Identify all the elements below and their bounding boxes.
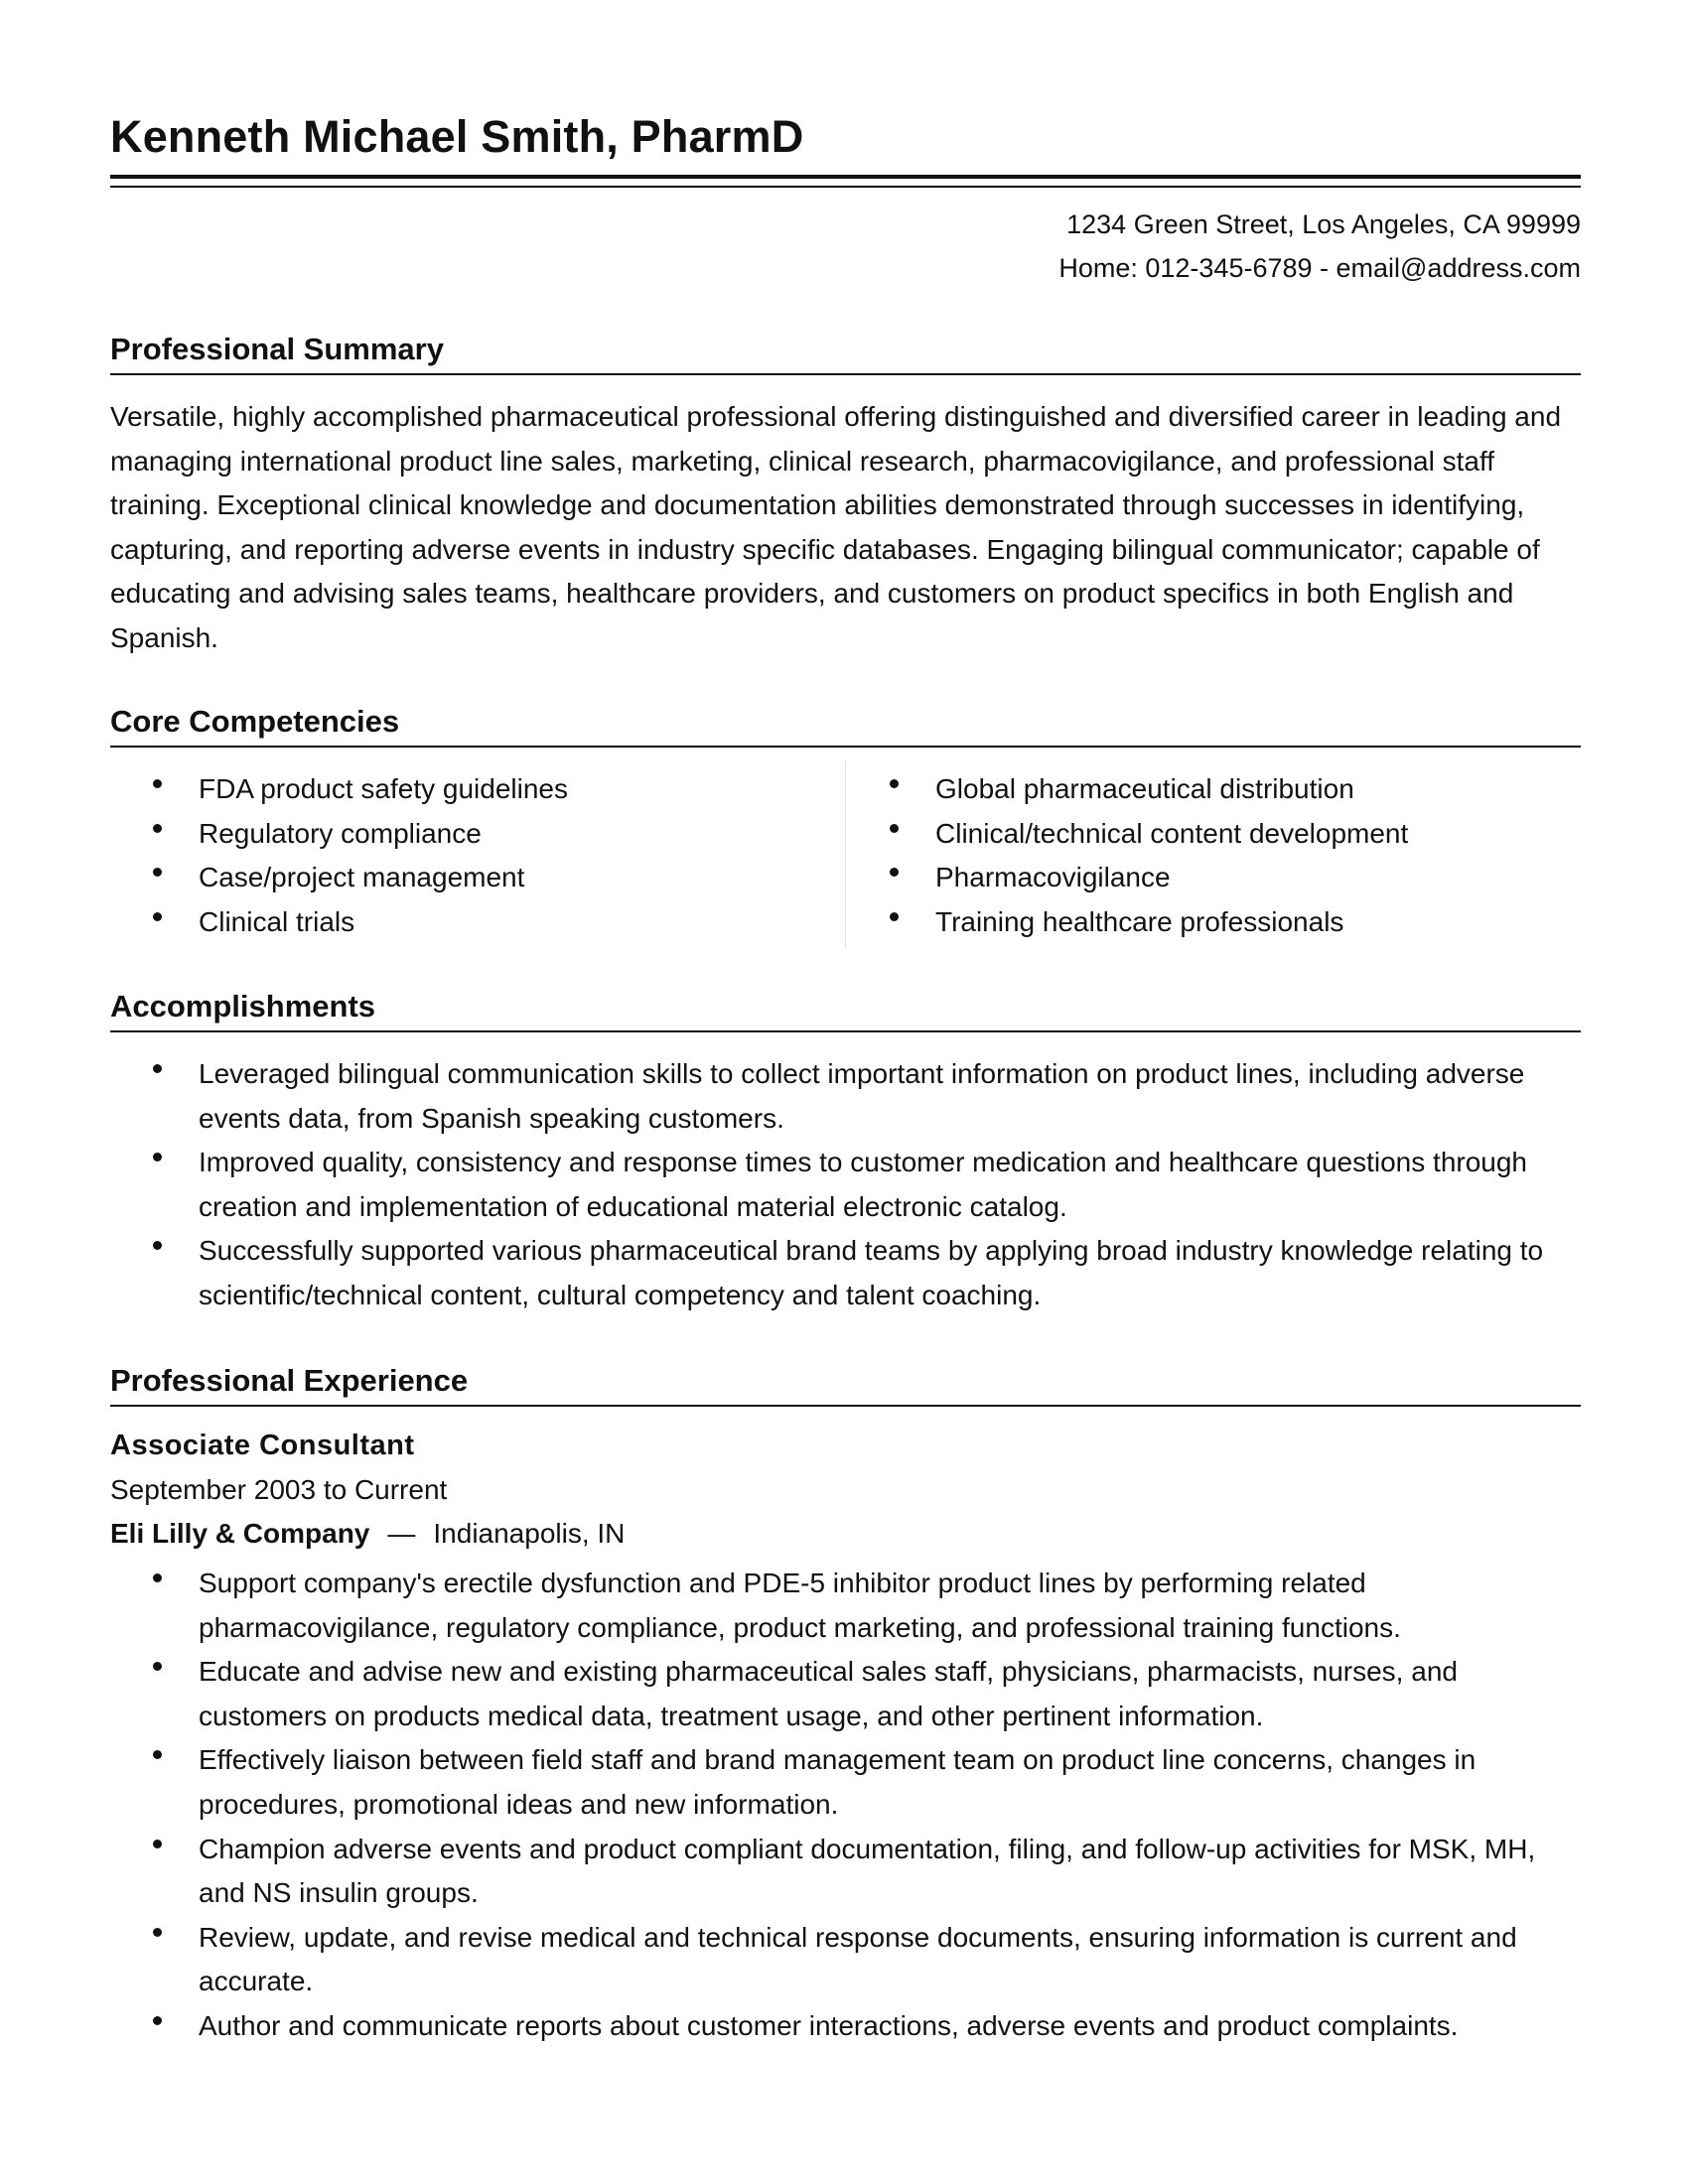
list-item: FDA product safety guidelines (110, 767, 845, 812)
section-rule-summary (110, 373, 1581, 375)
list-item: Educate and advise new and existing pharmaceutical sales staff, physicians, pharmacists, nurses, and customers on products medical data, treatment usage, and other pertinent information. (110, 1650, 1581, 1738)
list-item: Training healthcare professionals (847, 900, 1581, 945)
accomplishments-list (110, 1052, 1581, 1318)
contact-block (1058, 203, 1581, 290)
section-rule-accomplishments (110, 1030, 1581, 1032)
contact-address: 1234 Green Street, Los Angeles, CA 99999 (1066, 209, 1581, 239)
section-title-competencies: Core Competencies (110, 704, 400, 739)
header-rule-thin (110, 186, 1581, 188)
list-item: Case/project management (110, 856, 845, 900)
list-item: Clinical/technical content development (847, 812, 1581, 857)
job-company: Eli Lilly & Company (110, 1518, 370, 1549)
list-item: Effectively liaison between field staff and brand management team on product line concerns, changes in procedures, promotional ideas and new information. (110, 1738, 1581, 1827)
candidate-name: Kenneth Michael Smith, PharmD (110, 111, 804, 162)
list-item: Global pharmaceutical distribution (847, 767, 1581, 812)
job-duties-list (110, 1562, 1581, 2049)
competencies-column-divider (845, 760, 846, 949)
list-item: Pharmacovigilance (847, 856, 1581, 900)
employer-separator: — (387, 1518, 416, 1549)
summary-text: Versatile, highly accomplished pharmaceutical professional offering distinguished and diversified career in leading and managing international product line sales, marketing, clinical research, pharmacovigilance, and professional staff training. Exceptional clinical knowledge and documentation abilities demonstrated through successes in identifying, capturing, and reporting adverse events in industry specific databases. Engaging bilingual communicator; capable of educating and advising sales teams, healthcare providers, and customers on product specifics in both English and Spanish. (110, 401, 1562, 653)
job-dates: September 2003 to Current (110, 1474, 448, 1505)
section-rule-experience (110, 1405, 1581, 1407)
section-title-accomplishments: Accomplishments (110, 989, 376, 1024)
list-item: Review, update, and revise medical and technical response documents, ensuring information is current and accurate. (110, 1916, 1581, 2004)
list-item: Support company's erectile dysfunction and PDE-5 inhibitor product lines by performing related pharmacovigilance, regulatory compliance, product marketing, and professional training functions. (110, 1562, 1581, 1650)
list-item: Clinical trials (110, 900, 845, 945)
competencies-right-list (847, 767, 1581, 944)
list-item: Regulatory compliance (110, 812, 845, 857)
job-employer (110, 1518, 625, 1550)
competencies-left-list (110, 767, 845, 944)
section-rule-competencies (110, 746, 1581, 748)
list-item: Improved quality, consistency and response times to customer medication and healthcare questions through creation and implementation of educational material electronic catalog. (110, 1141, 1581, 1229)
job-title: Associate Consultant (110, 1430, 415, 1461)
contact-phone-email: Home: 012-345-6789 - email@address.com (1058, 253, 1581, 283)
header-rule-thick (110, 175, 1581, 179)
list-item: Author and communicate reports about customer interactions, adverse events and product complaints. (110, 2004, 1581, 2049)
list-item: Leveraged bilingual communication skills to collect important information on product lines, including adverse events data, from Spanish speaking customers. (110, 1052, 1581, 1141)
section-title-experience: Professional Experience (110, 1363, 469, 1398)
list-item: Champion adverse events and product compliant documentation, filing, and follow-up activities for MSK, MH, and NS insulin groups. (110, 1828, 1581, 1916)
list-item: Successfully supported various pharmaceutical brand teams by applying broad industry knowledge relating to scientific/technical content, cultural competency and talent coaching. (110, 1229, 1581, 1317)
job-location: Indianapolis, IN (433, 1518, 626, 1549)
section-title-summary: Professional Summary (110, 332, 444, 366)
